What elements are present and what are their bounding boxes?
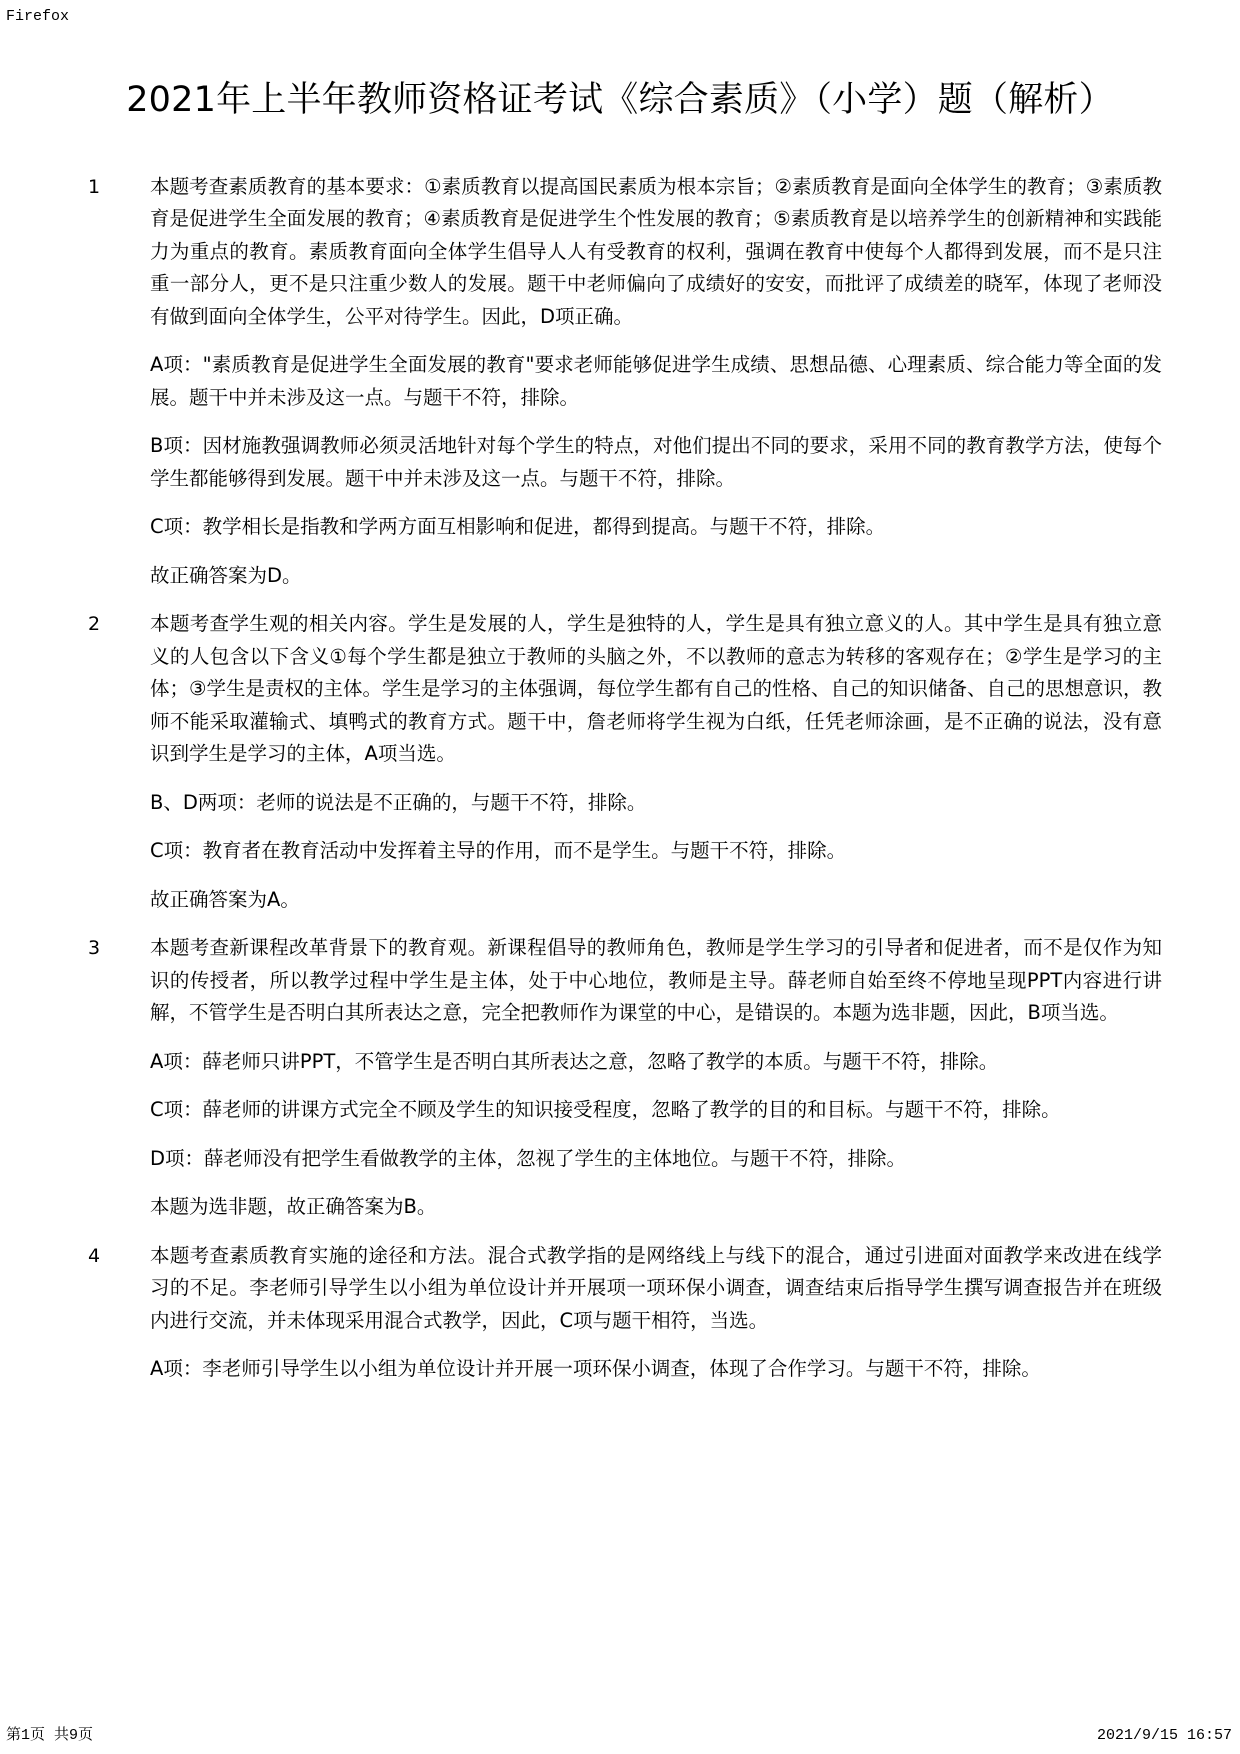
- item-paragraph: C项：教学相长是指教和学两方面互相影响和促进，都得到提高。与题干不符，排除。: [150, 515, 886, 539]
- item-paragraph: A项："素质教育是促进学生全面发展的教育"要求老师能够促进学生成绩、思想品德、心理素质、综合能力等全面的发展。题干中并未涉及这一点。与题干不符，排除。: [150, 353, 1162, 409]
- list-item: [0, 171, 1240, 593]
- print-header-browser-name: Firefox: [6, 8, 70, 25]
- item-paragraph: C项：教育者在教育活动中发挥着主导的作用，而不是学生。与题干不符，排除。: [150, 839, 847, 863]
- item-number: 3: [88, 937, 101, 960]
- item-paragraph: 本题考查素质教育的基本要求：①素质教育以提高国民素质为根本宗旨；②素质教育是面向全体学生的教育；③素质教育是促进学生全面发展的教育；④素质教育是促进学生个性发展的教育；⑤素质教育是以培养学生的创新精神和实践能力为重点的教育。素质教育面向全体学生倡导人人有受教育的权利，强调在教育中使每个人都得到发展，而不是只注重一部分人，更不是只注重少数人的发展。题干中老师偏向了成绩好的安安，而批评了成绩差的晓军，体现了老师没有做到面向全体学生，公平对待学生。因此，D项正确。: [150, 174, 1162, 328]
- print-footer-page-count: 第1页 共9页: [6, 1727, 94, 1744]
- item-answer: 故正确答案为A。: [150, 887, 300, 911]
- item-paragraph: C项：薛老师的讲课方式完全不顾及学生的知识接受程度，忽略了教学的目的和目标。与题干不符，排除。: [150, 1098, 1061, 1122]
- list-item: [0, 1240, 1240, 1386]
- item-number: 2: [88, 613, 101, 636]
- item-paragraph: B、D两项：老师的说法是不正确的，与题干不符，排除。: [150, 790, 647, 814]
- page-title: 2021年上半年教师资格证考试《综合素质》（小学）题（解析）: [126, 80, 1114, 120]
- item-answer: 故正确答案为D。: [150, 563, 302, 587]
- item-answer: 本题为选非题，故正确答案为B。: [150, 1195, 437, 1219]
- item-paragraph: B项：因材施教强调教师必须灵活地针对每个学生的特点，对他们提出不同的要求，采用不同的教育教学方法，使每个学生都能够得到发展。题干中并未涉及这一点。与题干不符，排除。: [150, 434, 1162, 490]
- explanation-list: [0, 171, 1240, 1386]
- item-paragraph: 本题考查学生观的相关内容。学生是发展的人，学生是独特的人，学生是具有独立意义的人。其中学生是具有独立意义的人包含以下含义①每个学生都是独立于教师的头脑之外，不以教师的意志为转移的客观存在；②学生是学习的主体；③学生是责权的主体。学生是学习的主体强调，每位学生都有自己的性格、自己的知识储备、自己的思想意识，教师不能采取灌输式、填鸭式的教育方式。题干中，詹老师将学生视为白纸，任凭老师涂画，是不正确的说法，没有意识到学生是学习的主体，A项当选。: [150, 612, 1162, 766]
- list-item: [0, 608, 1240, 916]
- item-paragraph: 本题考查素质教育实施的途径和方法。混合式教学指的是网络线上与线下的混合，通过引进面对面教学来改进在线学习的不足。李老师引导学生以小组为单位设计并开展项一项环保小调查，调查结束后指导学生撰写调查报告并在班级内进行交流，并未体现采用混合式教学，因此，C项与题干相符，当选。: [150, 1243, 1162, 1332]
- list-item: [0, 932, 1240, 1224]
- item-paragraph: A项：李老师引导学生以小组为单位设计并开展一项环保小调查，体现了合作学习。与题干不符，排除。: [150, 1357, 1041, 1381]
- item-paragraph: D项：薛老师没有把学生看做教学的主体，忽视了学生的主体地位。与题干不符，排除。: [150, 1146, 907, 1170]
- item-paragraph: A项：薛老师只讲PPT，不管学生是否明白其所表达之意，忽略了教学的本质。与题干不符，排除。: [150, 1049, 999, 1073]
- item-paragraph: 本题考查新课程改革背景下的教育观。新课程倡导的教师角色，教师是学生学习的引导者和促进者，而不是仅作为知识的传授者，所以教学过程中学生是主体，处于中心地位，教师是主导。薛老师自始至终不停地呈现PPT内容进行讲解，不管学生是否明白其所表达之意，完全把教师作为课堂的中心，是错误的。本题为选非题，因此，B项当选。: [150, 936, 1162, 1025]
- item-number: 1: [88, 175, 101, 198]
- print-footer-timestamp: 2021/9/15 16:57: [1096, 1727, 1232, 1744]
- item-number: 4: [88, 1244, 101, 1267]
